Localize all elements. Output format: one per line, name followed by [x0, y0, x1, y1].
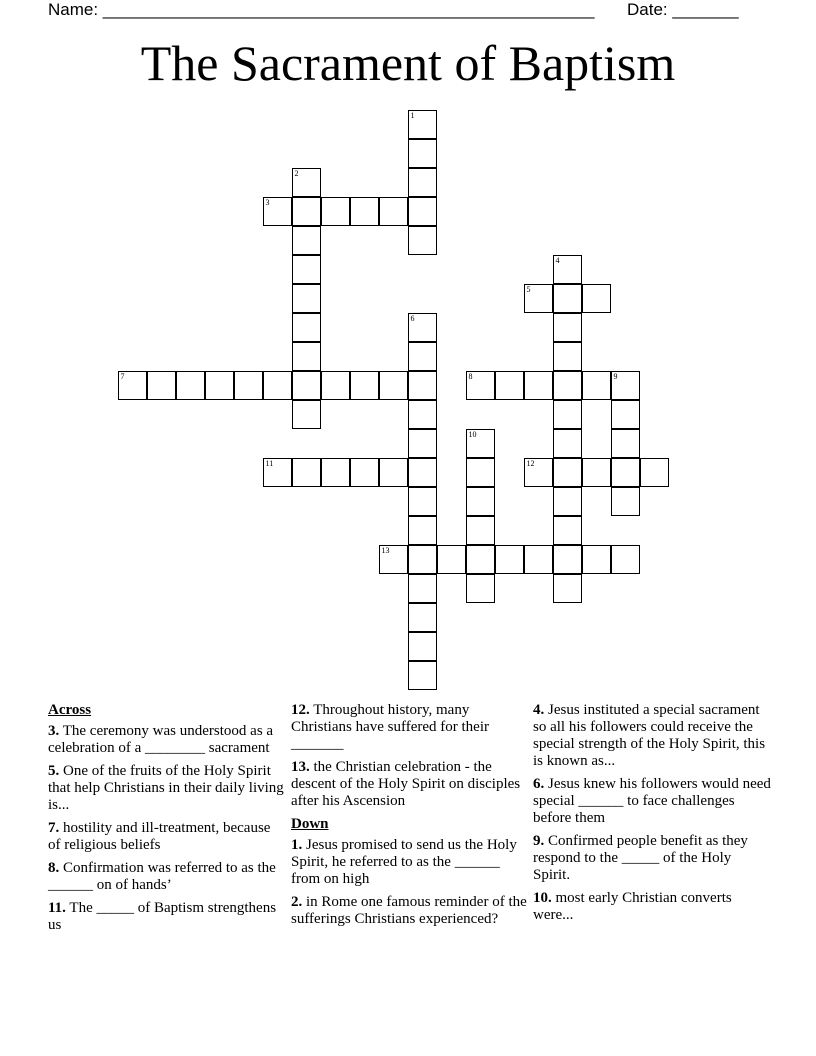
clue-number: 7. [48, 820, 60, 836]
crossword-cell[interactable] [408, 110, 437, 139]
clue-number: 10. [533, 890, 552, 906]
crossword-cell[interactable] [292, 342, 321, 371]
clue-number: 11. [48, 900, 66, 916]
clue-number: 13. [291, 759, 310, 775]
clue-item [48, 723, 286, 757]
crossword-cell[interactable] [379, 197, 408, 226]
clue-item [48, 820, 286, 854]
clue-number: 5. [48, 763, 60, 779]
clue-text: One of the fruits of the Holy Spirit that help Christians in their daily living is... [48, 763, 284, 813]
clue-text: the Christian celebration - the descent of the Holy Spirit on disciples after his Ascension [291, 759, 521, 809]
clue-item [48, 860, 286, 894]
cell-number: 4 [555, 256, 560, 265]
crossword-cell[interactable] [466, 545, 495, 574]
clue-item [533, 890, 771, 924]
crossword-cell[interactable] [263, 197, 292, 226]
clue-number: 9. [533, 833, 545, 849]
crossword-cell[interactable] [553, 400, 582, 429]
clue-text: Throughout history, many Christians have suffered for their _______ [291, 702, 489, 752]
clue-text: Jesus knew his followers would need special ______ to face challenges before them [533, 776, 771, 826]
crossword-cell[interactable] [292, 197, 321, 226]
clue-text: in Rome one famous reminder of the sufferings Christians experienced? [291, 894, 527, 927]
crossword-cell[interactable] [553, 545, 582, 574]
crossword-cell[interactable] [408, 545, 437, 574]
cell-number: 2 [294, 169, 299, 178]
crossword-cell[interactable] [292, 255, 321, 284]
clue-number: 2. [291, 894, 303, 910]
crossword-cell[interactable] [553, 487, 582, 516]
name-field[interactable]: Name: ____________________________________________________ [48, 0, 595, 19]
clue-text: Confirmation was referred to as the ______ on of hands’ [48, 860, 276, 893]
crossword-cell[interactable] [611, 487, 640, 516]
crossword-cell[interactable] [408, 197, 437, 226]
clue-item [291, 894, 529, 928]
cell-number: 8 [468, 372, 473, 381]
crossword-cell[interactable] [466, 574, 495, 603]
crossword-cell[interactable] [350, 197, 379, 226]
clue-text: Confirmed people benefit as they respond to the _____ of the Holy Spirit. [533, 833, 748, 883]
crossword-cell[interactable] [553, 313, 582, 342]
clue-item [291, 759, 529, 810]
crossword-cell[interactable] [408, 371, 437, 400]
clue-text: The ceremony was understood as a celebration of a ________ sacrament [48, 723, 274, 756]
crossword-cell[interactable] [408, 429, 437, 458]
crossword-cell[interactable] [582, 371, 611, 400]
crossword-cell[interactable] [495, 545, 524, 574]
clue-item [533, 833, 771, 884]
clue-item [48, 900, 286, 934]
clue-item [533, 776, 771, 827]
crossword-cell[interactable] [147, 371, 176, 400]
cell-number: 5 [526, 285, 531, 294]
date-field[interactable]: Date: _______ [627, 0, 739, 19]
crossword-cell[interactable] [524, 284, 553, 313]
crossword-cell[interactable] [611, 545, 640, 574]
crossword-cell[interactable] [408, 458, 437, 487]
crossword-cell[interactable] [553, 255, 582, 284]
clue-number: 4. [533, 702, 545, 718]
crossword-cell[interactable] [292, 226, 321, 255]
cell-number: 6 [410, 314, 415, 323]
crossword-cell[interactable] [437, 545, 466, 574]
clue-text: hostility and ill-treatment, because of religious beliefs [48, 820, 271, 853]
crossword-cell[interactable] [640, 458, 669, 487]
across-heading: Across [48, 702, 92, 718]
clue-item [48, 763, 286, 814]
crossword-cell[interactable] [379, 458, 408, 487]
crossword-cell[interactable] [292, 458, 321, 487]
crossword-cell[interactable] [321, 371, 350, 400]
crossword-cell[interactable] [495, 371, 524, 400]
crossword-cell[interactable] [466, 487, 495, 516]
clue-text: most early Christian converts were... [533, 890, 732, 923]
clue-number: 6. [533, 776, 545, 792]
clue-item [291, 837, 529, 888]
crossword-cell[interactable] [466, 429, 495, 458]
crossword-cell[interactable] [118, 371, 147, 400]
crossword-cell[interactable] [553, 516, 582, 545]
crossword-cell[interactable] [408, 603, 437, 632]
page-title: The Sacrament of Baptism [140, 35, 676, 91]
crossword-cell[interactable] [292, 168, 321, 197]
crossword-cell[interactable] [553, 284, 582, 313]
crossword-cell[interactable] [321, 197, 350, 226]
crossword-cell[interactable] [205, 371, 234, 400]
crossword-cell[interactable] [524, 458, 553, 487]
crossword-cell[interactable] [408, 516, 437, 545]
crossword-cell[interactable] [263, 458, 292, 487]
clue-number: 8. [48, 860, 60, 876]
crossword-cell[interactable] [321, 458, 350, 487]
crossword-cell[interactable] [582, 284, 611, 313]
crossword-cell[interactable] [524, 545, 553, 574]
crossword-cell[interactable] [553, 574, 582, 603]
crossword-cell[interactable] [408, 661, 437, 690]
cell-number: 7 [120, 372, 125, 381]
cell-number: 3 [265, 198, 270, 207]
crossword-cell[interactable] [408, 400, 437, 429]
clue-column-2 [291, 702, 529, 934]
crossword-cell[interactable] [408, 574, 437, 603]
crossword-cell[interactable] [466, 371, 495, 400]
clue-item [291, 702, 529, 753]
crossword-cell[interactable] [350, 371, 379, 400]
cell-number: 12 [526, 459, 535, 468]
crossword-cell[interactable] [408, 313, 437, 342]
crossword-cell[interactable] [553, 429, 582, 458]
clue-column-3 [533, 702, 771, 930]
crossword-cell[interactable] [379, 371, 408, 400]
cell-number: 10 [468, 430, 477, 439]
down-heading: Down [291, 816, 329, 832]
crossword-cell[interactable] [466, 458, 495, 487]
clue-item [533, 702, 771, 770]
clue-column-1 [48, 702, 286, 940]
crossword-cell[interactable] [350, 458, 379, 487]
crossword-cell[interactable] [611, 429, 640, 458]
crossword-cell[interactable] [234, 371, 263, 400]
crossword-cell[interactable] [408, 487, 437, 516]
crossword-cell[interactable] [263, 371, 292, 400]
clue-number: 1. [291, 837, 303, 853]
crossword-cell[interactable] [408, 139, 437, 168]
crossword-cell[interactable] [553, 371, 582, 400]
crossword-cell[interactable] [611, 371, 640, 400]
crossword-cell[interactable] [292, 284, 321, 313]
crossword-cell[interactable] [292, 313, 321, 342]
crossword-cell[interactable] [292, 371, 321, 400]
clue-text: Jesus promised to send us the Holy Spirit, he referred to as the ______ from on high [291, 837, 517, 887]
clue-text: Jesus instituted a special sacrament so all his followers could receive the special strength of the Holy Spirit, this is known as... [533, 702, 766, 769]
crossword-cell[interactable] [524, 371, 553, 400]
cell-number: 11 [265, 459, 274, 468]
crossword-cell[interactable] [582, 458, 611, 487]
crossword-cell[interactable] [466, 516, 495, 545]
crossword-cell[interactable] [408, 342, 437, 371]
crossword-cell[interactable] [553, 342, 582, 371]
crossword-cell[interactable] [176, 371, 205, 400]
crossword-cell[interactable] [379, 545, 408, 574]
clue-number: 12. [291, 702, 310, 718]
crossword-cell[interactable] [553, 458, 582, 487]
clue-text: The _____ of Baptism strengthens us [48, 900, 277, 933]
crossword-cell[interactable] [408, 168, 437, 197]
crossword-cell[interactable] [582, 545, 611, 574]
crossword-cell[interactable] [408, 632, 437, 661]
crossword-cell[interactable] [408, 226, 437, 255]
clue-number: 3. [48, 723, 60, 739]
crossword-cell[interactable] [292, 400, 321, 429]
cell-number: 9 [613, 372, 618, 381]
cell-number: 13 [381, 546, 390, 555]
crossword-cell[interactable] [611, 400, 640, 429]
cell-number: 1 [410, 111, 415, 120]
crossword-cell[interactable] [611, 458, 640, 487]
